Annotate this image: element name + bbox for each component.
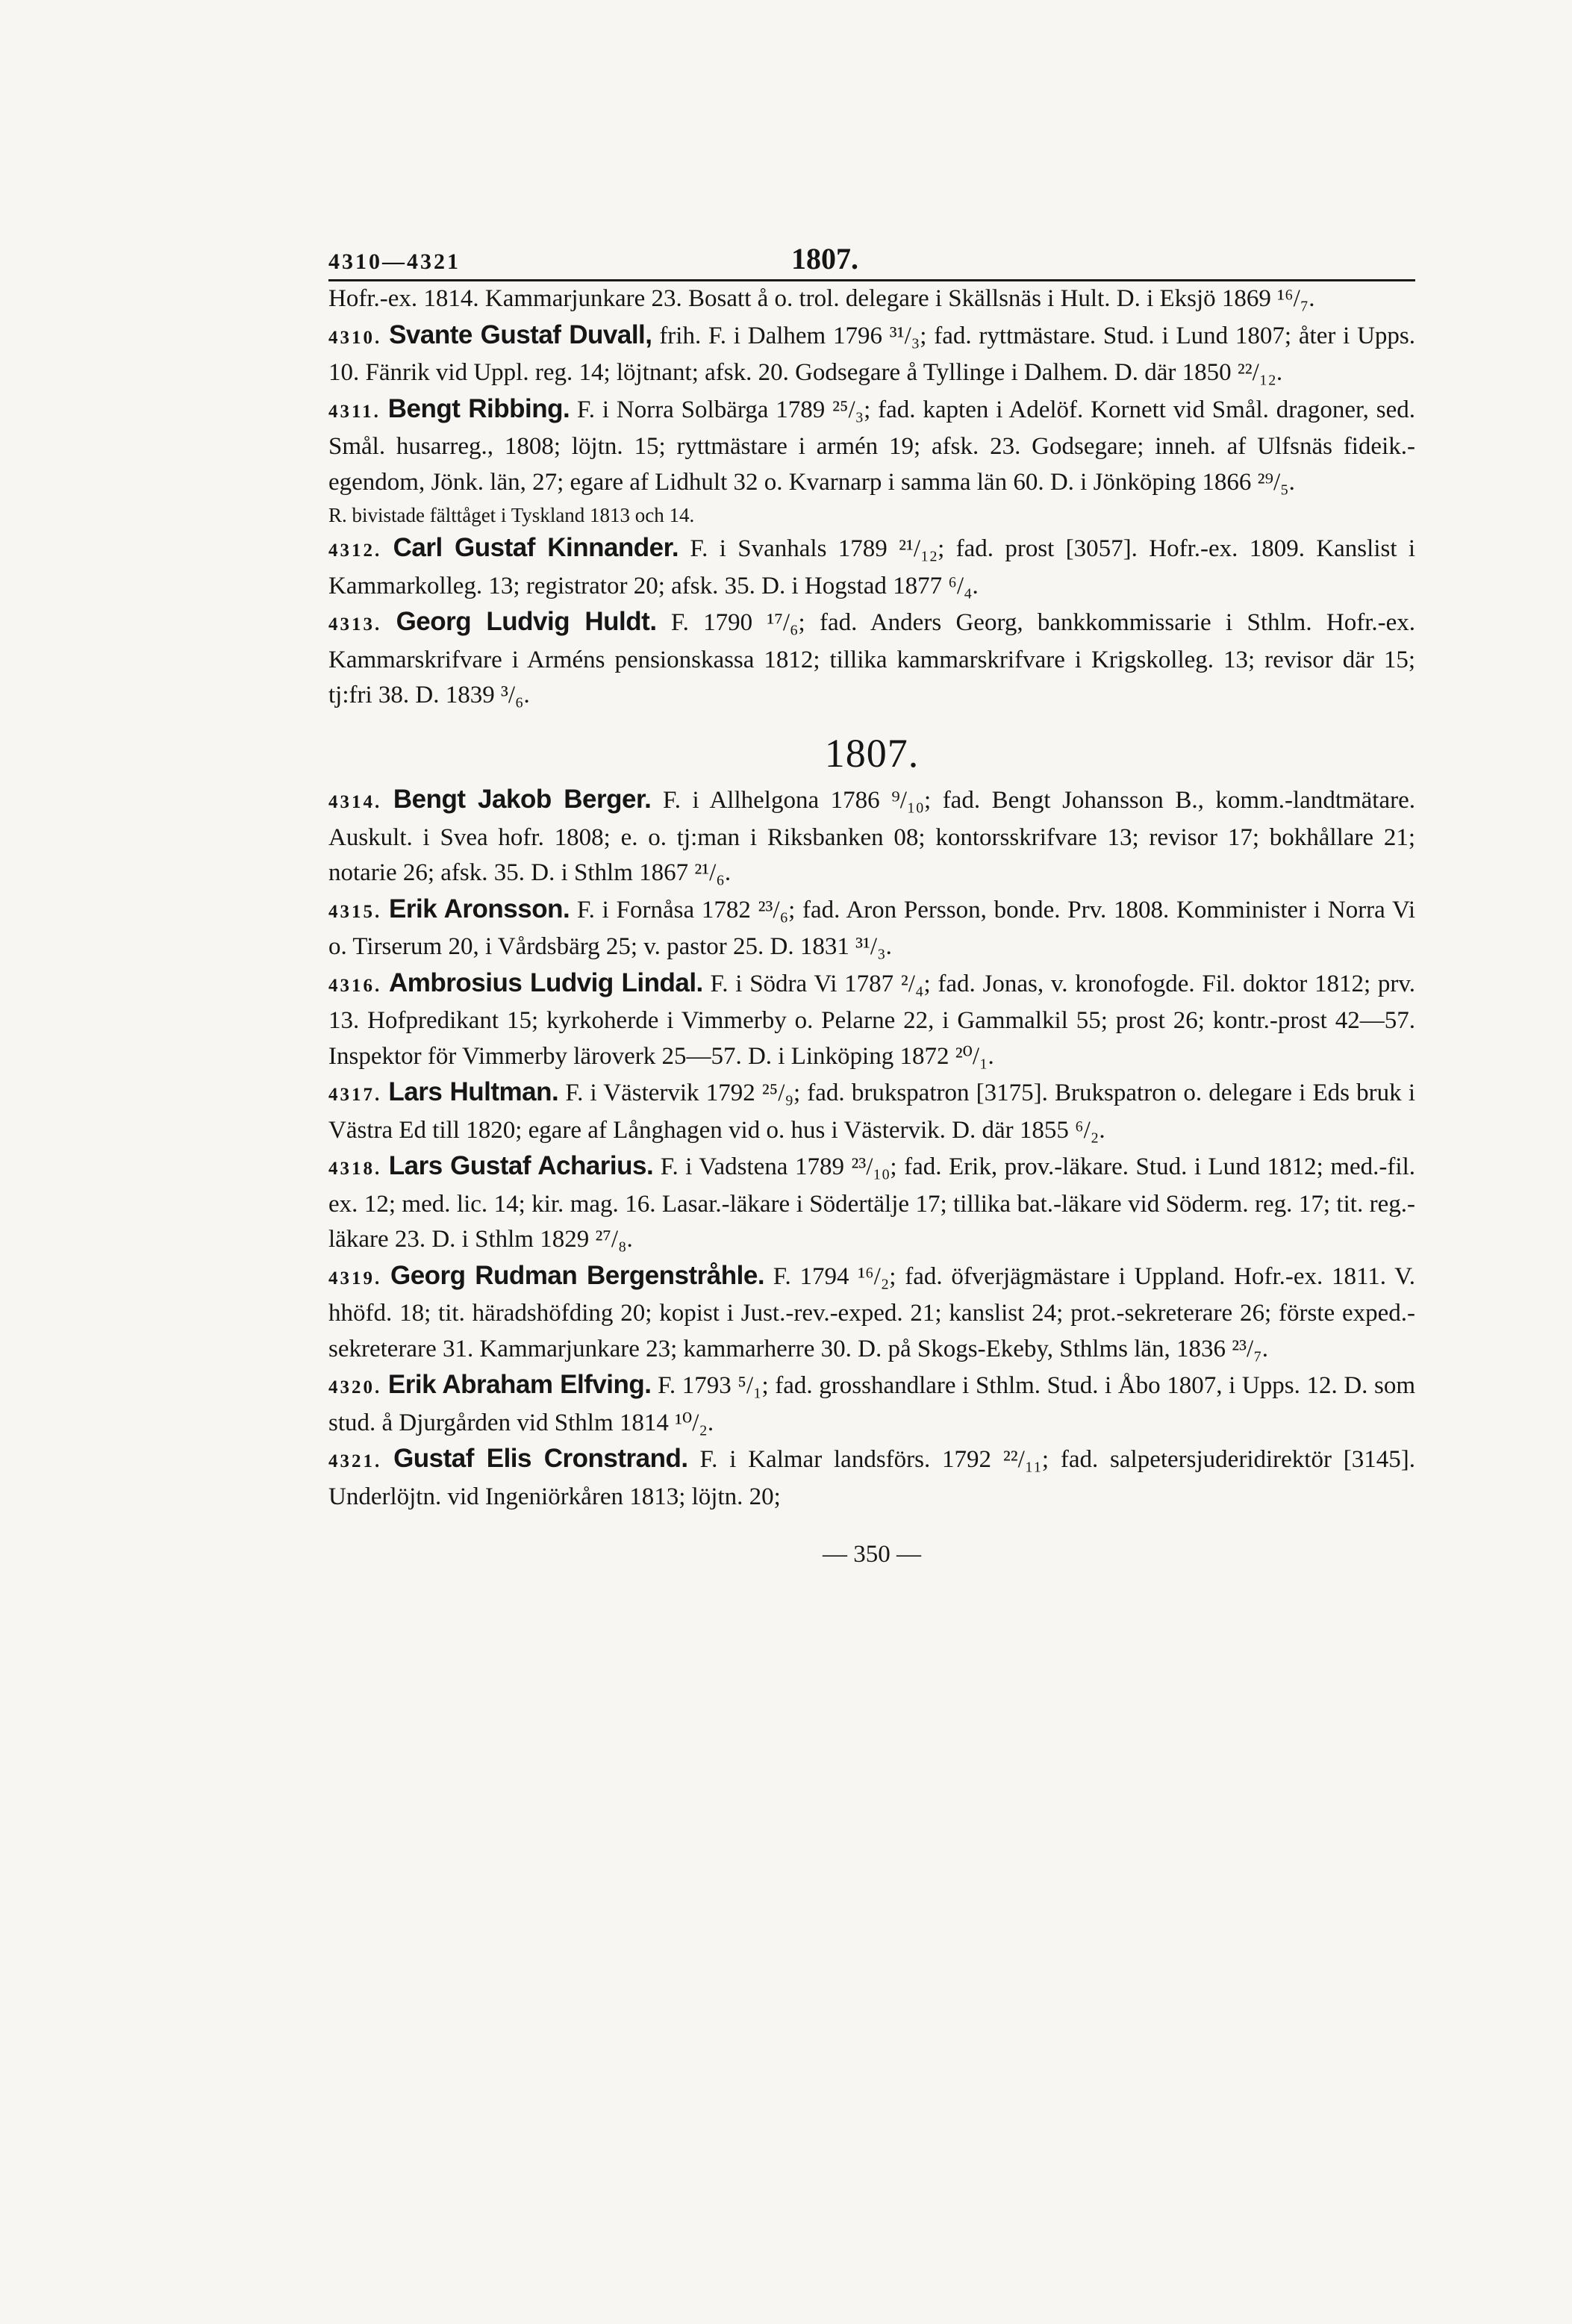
- entry-4317: [328, 1074, 1415, 1148]
- entry-number: 4317.: [328, 1085, 382, 1105]
- entry-text: F. i Kalmar landsförs. 1792 ²²/₁₁; fad. salpetersjuderidirektör [3145]. Underlöjtn. vid Ingeniörkåren 1813; löjtn. 20;: [328, 1446, 1415, 1510]
- entry-number: 4315.: [328, 901, 382, 922]
- entry-name: Erik Aronsson.: [389, 894, 570, 923]
- page-number: — 350 —: [823, 1541, 921, 1568]
- entry-4320: [328, 1367, 1415, 1441]
- entry-name: Bengt Jakob Berger.: [393, 785, 652, 814]
- entry-text: F. i Södra Vi 1787 ²/₄; fad. Jonas, v. kronofogde. Fil. doktor 1812; prv. 13. Hofpredikant 15; kyrkoherde i Vimmerby o. Pelarne 22, i Gammalkil 55; prost 26; kontr.-prost 42—57. Inspektor för Vimmerby läroverk 25—57. D. i Linköping 1872 ²⁰/₁.: [328, 970, 1416, 1070]
- page-header: [328, 237, 1415, 281]
- entry-text: F. i Allhelgona 1786 ⁹/₁₀; fad. Bengt Johansson B., komm.-landtmätare. Auskult. i Svea hofr. 1808; e. o. tj:man i Riksbanken 08; kontorsskrifvare 13; revisor 17; bokhållare 21; notarie 26; afsk. 35. D. i Sthlm 1867 ²¹/₆.: [328, 787, 1416, 886]
- entry-name: Ambrosius Ludvig Lindal.: [389, 968, 703, 997]
- entry-4315: [328, 891, 1415, 965]
- entry-number: 4310.: [328, 327, 382, 348]
- section-year-heading: 1807.: [824, 730, 920, 776]
- entry-4316: [328, 965, 1415, 1075]
- entry-number: 4311.: [328, 401, 381, 422]
- header-year: 1807.: [791, 242, 858, 275]
- entry-name: Carl Gustaf Kinnander.: [393, 533, 679, 562]
- entry-4312: [328, 530, 1415, 604]
- entry-text: F. 1794 ¹⁶/₂; fad. öfverjägmästare i Uppland. Hofr.-ex. 1811. V. hhöfd. 18; tit. häradshöfding 20; kopist i Just.-rev.-exped. 21; kanslist 24; prot.-sekreterare 26; förste exped.-sekreterare 31. Kammarjunkare 23; kammarherre 30. D. på Skogs-Ekeby, Sthlms län, 1836 ²³/₇.: [328, 1262, 1415, 1362]
- entry-4321: [328, 1441, 1415, 1515]
- entry-number: 4314.: [328, 792, 382, 812]
- entry-text: F. i Fornåsa 1782 ²³/₆; fad. Aron Persson, bonde. Prv. 1808. Komminister i Norra Vi o. Tirserum 20, i Vårdsbärg 25; v. pastor 25. D. 1831 ³¹/₃.: [328, 896, 1416, 960]
- entry-text: frih. F. i Dalhem 1796 ³¹/₃; fad. ryttmästare. Stud. i Lund 1807; åter i Upps. 10. Fänrik vid Uppl. reg. 14; löjtnant; afsk. 20. Godsegare å Tyllinge i Dalhem. D. där 1850 ²²/₁₂.: [328, 322, 1416, 386]
- entry-4314: [328, 782, 1415, 891]
- entry-text: F. 1793 ⁵/₁; fad. grosshandlare i Sthlm. Stud. i Åbo 1807, i Upps. 12. D. som stud. å Djurgården vid Sthlm 1814 ¹⁰/₂.: [328, 1372, 1416, 1436]
- continuation-text: Hofr.-ex. 1814. Kammarjunkare 23. Bosatt å o. trol. delegare i Skällsnäs i Hult. D. i Eksjö 1869 ¹⁶/₇.: [328, 285, 1315, 312]
- entry-text: F. i Vadstena 1789 ²³/₁₀; fad. Erik, prov.-läkare. Stud. i Lund 1812; med.-fil. ex. 12; med. lic. 14; kir. mag. 16. Lasar.-läkare i Södertälje 17; tillika bat.-läkare vid Söderm. reg. 17; tit. reg.-läkare 23. D. i Sthlm 1829 ²⁷/₈.: [328, 1153, 1416, 1253]
- entry-4310: [328, 317, 1415, 391]
- entry-number: 4318.: [328, 1159, 382, 1179]
- entry-4318: [328, 1148, 1415, 1258]
- entry-4311: [328, 391, 1415, 501]
- entry-4313: [328, 604, 1415, 714]
- entry-number: 4321.: [328, 1451, 382, 1471]
- entry-text: F. 1790 ¹⁷/₆; fad. Anders Georg, bankkommissarie i Sthlm. Hofr.-ex. Kammarskrifvare i Arméns pensionskassa 1812; tillika kammarskrifvare i Krigskolleg. 13; revisor där 15; tj:fri 38. D. 1839 ³/₆.: [328, 609, 1416, 708]
- entry-4319: [328, 1258, 1415, 1368]
- entry-number: 4313.: [328, 614, 382, 635]
- page: [328, 237, 1415, 1573]
- entry-range: 4310—4321: [328, 249, 461, 274]
- entry-name: Bengt Ribbing.: [387, 393, 570, 423]
- entry-name: Erik Abraham Elfving.: [387, 1370, 652, 1399]
- entry-note: R. bivistade fälttåget i Tyskland 1813 och 14.: [328, 504, 695, 526]
- entry-name: Georg Ludvig Huldt.: [396, 607, 657, 636]
- page-body: [328, 281, 1415, 1573]
- entry-text: F. i Svanhals 1789 ²¹/₁₂; fad. prost [3057]. Hofr.-ex. 1809. Kanslist i Kammarkolleg. 13; registrator 20; afsk. 35. D. i Hogstad 1877 ⁶/₄.: [328, 535, 1416, 599]
- entry-name: Lars Gustaf Acharius.: [388, 1151, 654, 1180]
- entry-number: 4312.: [328, 540, 382, 561]
- entry-number: 4319.: [328, 1268, 382, 1289]
- entry-name: Svante Gustaf Duvall,: [389, 320, 652, 349]
- entry-name: Gustaf Elis Cronstrand.: [393, 1444, 688, 1473]
- entry-name: Lars Hultman.: [388, 1077, 559, 1106]
- entry-text: F. i Västervik 1792 ²⁵/₉; fad. brukspatron [3175]. Brukspatron o. delegare i Eds bruk i Västra Ed till 1820; egare af Långhagen vid o. hus i Västervik. D. där 1855 ⁶/₂.: [328, 1080, 1415, 1144]
- entry-text: F. i Norra Solbärga 1789 ²⁵/₃; fad. kapten i Adelöf. Kornett vid Smål. dragoner, sed. Smål. husarreg., 1808; löjtn. 15; ryttmästare i armén 19; afsk. 23. Godsegare; inneh. af Ulfsnäs fideik.-egendom, Jönk. län, 27; egare af Lidhult 32 o. Kvarnarp i samma län 60. D. i Jönköping 1866 ²⁹/₅.: [328, 396, 1416, 496]
- entry-name: Georg Rudman Bergenstråhle.: [390, 1260, 765, 1290]
- entry-number: 4320.: [328, 1377, 382, 1398]
- entry-number: 4316.: [328, 975, 382, 996]
